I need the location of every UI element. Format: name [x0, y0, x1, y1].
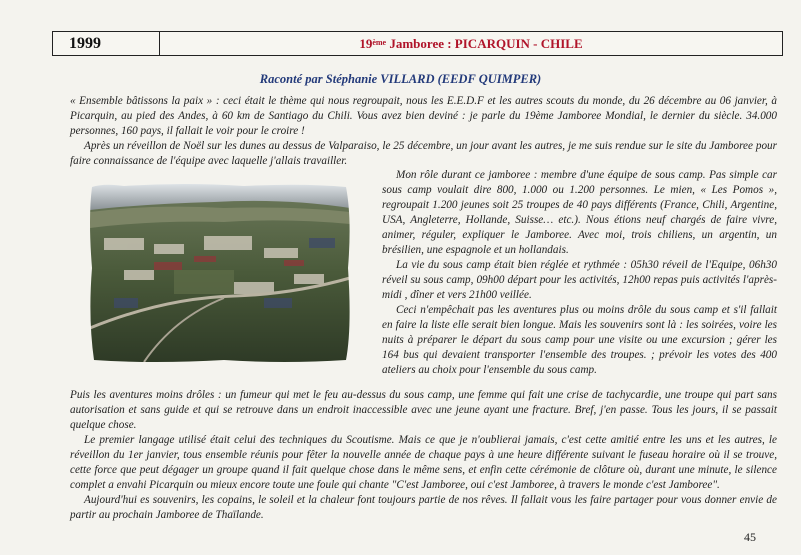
title-text: Jamboree : PICARQUIN - CHILE [386, 35, 583, 51]
intro-paragraph-2: Après un réveillon de Noël sur les dunes au dessus de Valparaiso, le 25 décembre, un jour avant les autres, je me suis rendue sur le site du Jamboree pour faire connaissance de l'équipe avec laquelle j'allais travailler. [70, 140, 777, 167]
bottom-text [70, 388, 777, 523]
page-title [160, 32, 782, 55]
year-label: 1999 [53, 32, 160, 55]
byline: Raconté par Stéphanie VILLARD (EEDF QUIMPER) [259, 72, 542, 86]
intro-paragraph-1: « Ensemble bâtissons la paix » : ceci était le thème qui nous regroupait, nous les E.E.D.F et les autres scouts du monde, du 26 décembre au 06 janvier, à Picarquin, au pied des Andes, à 60 km de Santiago du Chili. Vous avez bien deviné : je parle du 19ème Jamboree Mondial, le dernier du siècle. 34.000 personnes, 160 pays, il fallait le voir pour le croire ! [70, 95, 777, 137]
page-number: 45 [744, 530, 756, 544]
adventures-paragraph: Ceci n'empêchait pas les aventures plus ou moins drôle du sous camp et s'il fallait en faire la liste elle serait bien longue. Mais les souvenirs sont là : les soirées, voire les nuits à préparer le départ du sous camp pour une visite ou une excursion ; gérer les 164 bus qui devaient transporter l'ensemble des troupes. ; prévoir les votes des 400 ateliers au choix pour l'ensemble du sous camp. [382, 304, 777, 376]
bottom-paragraph-1: Puis les aventures moins drôles : un fumeur qui met le feu au-dessus du sous camp, une femme qui fait une crise de tachycardie, une troupe qui part sans autorisation et sans guide et qui se retrouve dans un endroit inaccessible avec une jeune ayant une fracture. Bref, j'en passe. Tous les jours, il se passait quelque chose. [70, 389, 777, 431]
adventures-text [382, 303, 777, 378]
schedule-paragraph: La vie du sous camp était bien réglée et rythmée : 05h30 réveil de l'Equipe, 06h30 réveil su sous camp, 09h00 départ pour les activités, 12h00 repas puis activités l'après-midi , dîner et vers 21h00 veillée. [382, 259, 777, 301]
bottom-paragraph-2: Le premier langage utilisé était celui des techniques du Scoutisme. Mais ce que je n'oublierai jamais, c'est cette amitié entre les uns et les autres, le réveillon du 1er janvier, tous ensemble réunis pour fêter la nouvelle année de chaque pays à une heure différente suivant le fuseau horaire où il se trouve, cette force que peut dégager un groupe quand il fait quelque chose dans le même sens, et enfin cette cérémonie de clôture où, durant une minute, le silence complet a envahi Picarquin ou mieux encore toute une foule qui chante "C'est Jamboree, oui c'est Jamboree, à travers le monde c'est Jamboree". [70, 434, 777, 491]
role-paragraph: Mon rôle durant ce jamboree : membre d'une équipe de sous camp. Pas simple car sous camp voulait dire 800, 1.000 ou 1.200 personnes. Le mien, « Les Pomos », regroupait 1.200 jeunes soit 25 troupes de 40 pays différents (France, Chili, Argentine, USA, Angleterre, Hollande, Suisse… etc.). Nous étions neuf chargés de faire vivre, animer, réguler, expliquer le Jamboree. Avec moi, trois chiliens, un argentin, un brésilien, une espagnole et un hollandais. [382, 169, 777, 256]
header-box [52, 31, 783, 56]
bottom-paragraph-3: Aujourd'hui es souvenirs, les copains, le soleil et la chaleur font toujours partie de nos rêves. Il fallait vous les faire partager pour vous donner envie de partir au prochain Jamboree de Thaïlande. [70, 494, 777, 521]
right-column-text [382, 168, 777, 303]
jamboree-aerial-photo [84, 178, 356, 368]
intro-text [70, 94, 777, 169]
title-superscript: ème [372, 38, 387, 47]
title-number: 19 [359, 35, 373, 51]
